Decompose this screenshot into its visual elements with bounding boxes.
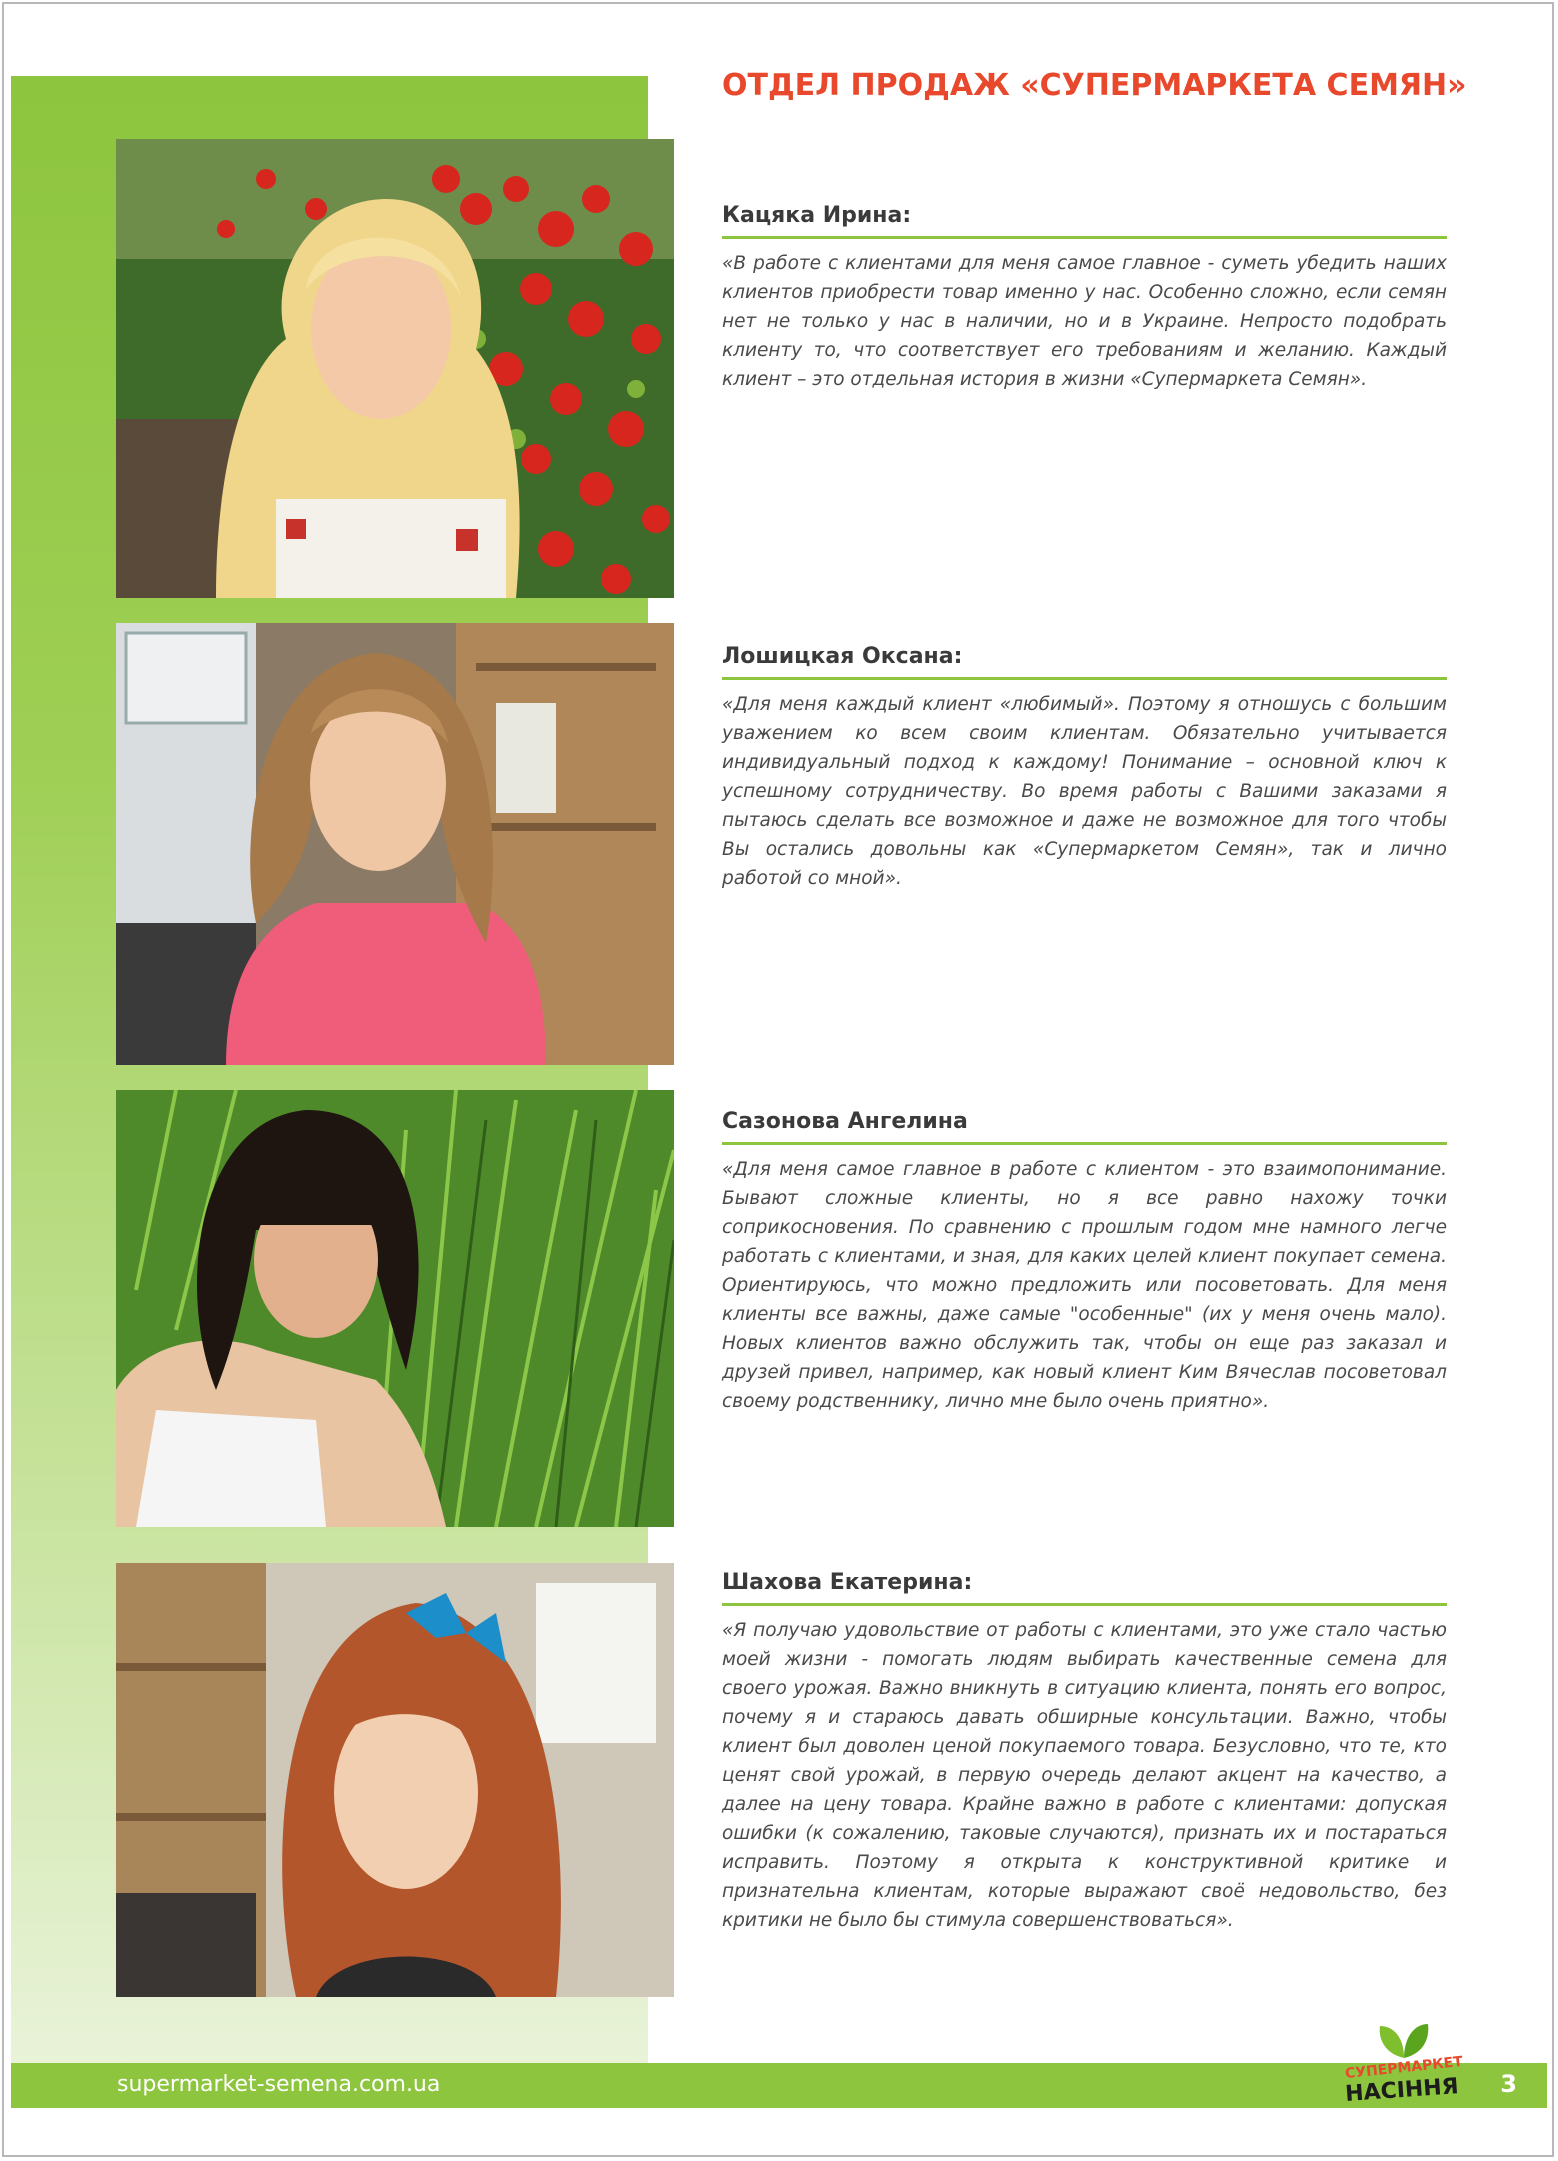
logo-line1: СУПЕРМАРКЕТ — [1344, 2053, 1464, 2083]
person-card-katsyaka — [722, 203, 1447, 394]
person-name: Лошицкая Оксана: — [722, 644, 1447, 680]
photo-sazonova-angelina — [116, 1090, 674, 1527]
person-card-sazonova — [722, 1109, 1447, 1416]
footer-bar — [11, 2063, 1547, 2108]
person-quote: «Для меня самое главное в работе с клиентом - это взаимопонимание. Бывают сложные клиенты, но я все равно нахожу точки соприкосновения. По сравнению с прошлым годом мне намного легче работать с клиентами, и зная, для каких целей клиент покупает семена. Ориентируюсь, что можно предложить или посоветовать. Для меня клиенты все важны, даже самые "особенные" (их у меня очень мало). Новых клиентов важно обслужить так, чтобы он еще раз заказал и друзей привел, например, как новый клиент Ким Вячеслав посоветовал своему родственнику, лично мне было очень приятно». — [722, 1159, 1447, 1412]
leaf-icon — [1376, 2020, 1432, 2060]
person-name: Сазонова Ангелина — [722, 1109, 1447, 1145]
person-name: Кацяка Ирина: — [722, 203, 1447, 239]
photo-loshitskaya-oksana — [116, 623, 674, 1065]
website-link[interactable]: supermarket-semena.com.ua — [117, 2072, 441, 2097]
person-name: Шахова Екатерина: — [722, 1570, 1447, 1606]
person-quote: «Для меня каждый клиент «любимый». Поэтому я отношусь с большим уважением ко всем своим клиентам. Обязательно учитывается индивидуальный подход к каждому! Понимание – основной ключ к успешному сотрудничеству. Во время работы с Вашими заказами я пытаюсь сделать все возможное и даже не возможное для того чтобы Вы остались довольны как «Супермаркетом Семян», так и лично работой со мной». — [722, 694, 1447, 889]
page-number: 3 — [1500, 2070, 1517, 2098]
person-card-shakhova — [722, 1570, 1447, 1935]
page-title: ОТДЕЛ ПРОДАЖ «СУПЕРМАРКЕТА СЕМЯН» — [722, 68, 1467, 103]
photo-katsyaka-irina — [116, 139, 674, 598]
person-quote: «Я получаю удовольствие от работы с клиентами, это уже стало частью моей жизни - помогать людям выбирать качественные семена для своего урожая. Важно вникнуть в ситуацию клиента, понять его вопрос, почему я и стараюсь давать обширные консультации. Важно, чтобы клиент был доволен ценой покупаемого товара. Безусловно, что те, кто ценят свой урожай, в первую очередь делают акцент на качество, а далее на цену товара. Крайне важно в работе с клиентами: допуская ошибки (к сожалению, таковые случаются), признать их и постараться исправить. Поэтому я открыта к конструктивной критике и признательна клиентам, которые выражают своё недовольство, без критики не было бы стимула совершенствоваться». — [722, 1620, 1447, 1931]
person-card-loshitskaya — [722, 644, 1447, 893]
person-quote: «В работе с клиентами для меня самое главное - суметь убедить наших клиентов приобрести товар именно у нас. Особенно сложно, если семян нет не только у нас в наличии, но и в Украине. Непросто подобрать клиенту то, что соответствует его требованиям и желанию. Каждый клиент – это отдельная история в жизни «Супермаркета Семян». — [722, 253, 1447, 390]
photo-shakhova-ekaterina — [116, 1563, 674, 1997]
logo-line2: НАСІННЯ — [1344, 2074, 1460, 2107]
brand-logo — [1338, 2018, 1468, 2122]
